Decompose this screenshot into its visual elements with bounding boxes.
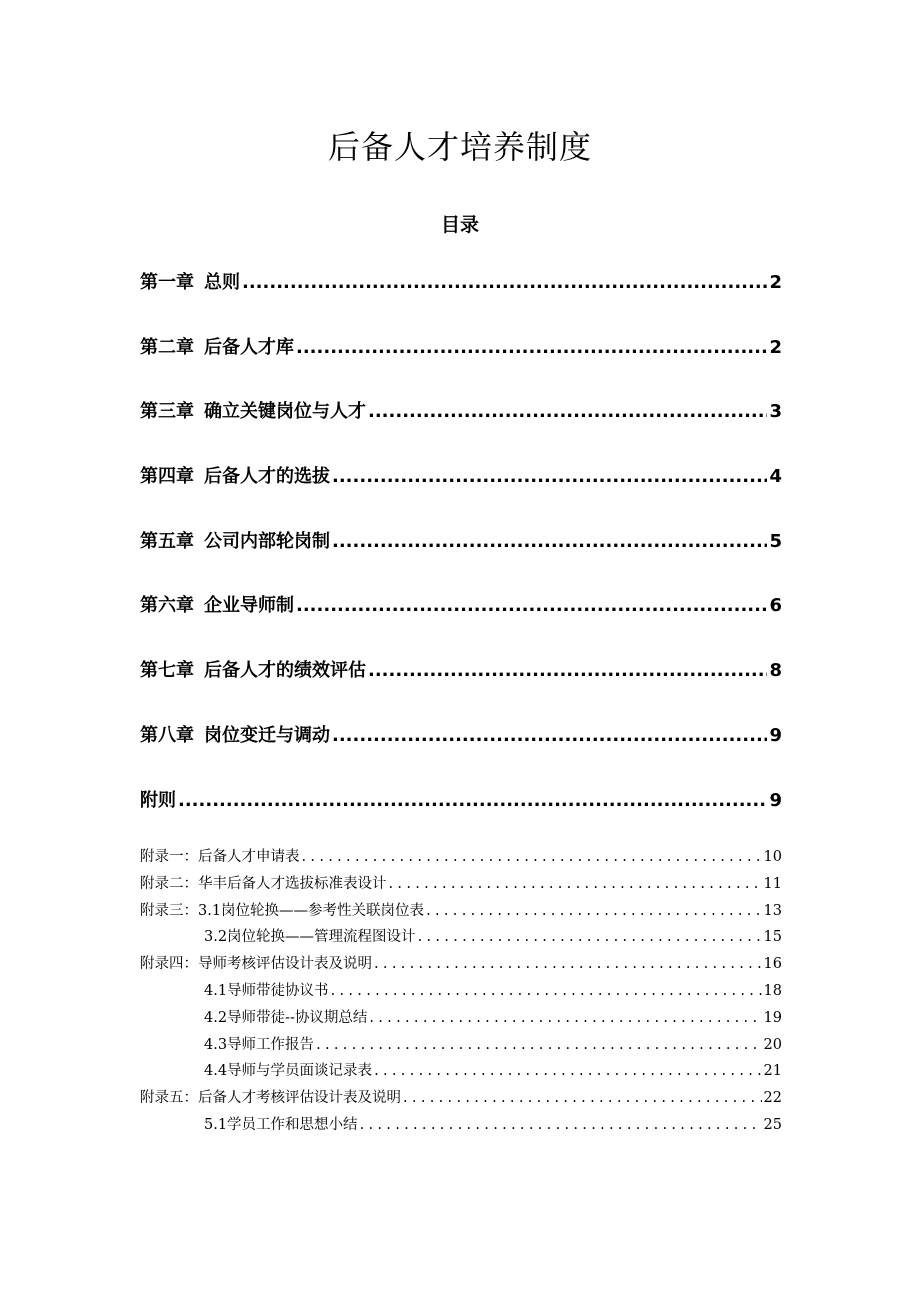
chapter-number: 第六章	[140, 595, 194, 617]
dot-leader	[418, 929, 762, 945]
dot-leader	[389, 876, 762, 892]
page-number: 10	[763, 849, 782, 865]
toc-appendix-entry[interactable]	[140, 1059, 782, 1086]
appendix-title: 附录二：华丰后备人才选拔标准表设计	[140, 875, 387, 892]
dot-leader	[360, 1117, 762, 1133]
chapter-title: 岗位变迁与调动	[204, 724, 330, 746]
appendix-title: 附录三：3.1岗位轮换——参考性关联岗位表	[140, 902, 425, 919]
chapter-title: 附则	[140, 789, 176, 811]
dot-leader	[374, 1063, 761, 1079]
dot-leader	[332, 725, 767, 746]
dot-leader	[332, 531, 767, 552]
toc-appendices	[140, 845, 782, 1140]
page-number: 2	[769, 272, 782, 293]
chapter-title: 后备人才的绩效评估	[204, 660, 366, 682]
appendix-title: 附录五：后备人才考核评估设计表及说明	[140, 1090, 401, 1107]
page-number: 13	[763, 902, 782, 919]
dot-leader	[302, 849, 762, 865]
page-number: 20	[763, 1036, 782, 1053]
chapter-number: 第三章	[140, 401, 194, 423]
toc-appendix-entry[interactable]	[140, 1006, 782, 1033]
chapter-number: 第七章	[140, 660, 194, 682]
toc-entry[interactable]	[140, 721, 782, 786]
chapter-number: 第二章	[140, 336, 194, 358]
page-number: 16	[763, 956, 782, 973]
page-number: 19	[763, 1009, 782, 1026]
appendix-title: 5.1学员工作和思想小结	[204, 1116, 358, 1133]
toc-appendix-entry[interactable]	[140, 1113, 782, 1140]
dot-leader	[374, 956, 762, 972]
chapter-title: 企业导师制	[204, 595, 294, 617]
appendix-title: 4.1导师带徒协议书	[204, 982, 329, 999]
page-number: 25	[763, 1116, 782, 1133]
appendix-title: 3.2岗位轮换——管理流程图设计	[204, 929, 416, 946]
toc-appendix-entry[interactable]	[140, 1086, 782, 1113]
toc-entry[interactable]	[140, 268, 782, 333]
toc-appendix-entry[interactable]	[140, 845, 782, 872]
toc-chapters	[140, 268, 782, 850]
dot-leader	[316, 1037, 761, 1053]
dot-leader	[368, 660, 767, 681]
dot-leader	[178, 790, 767, 811]
dot-leader	[332, 466, 767, 487]
toc-entry[interactable]	[140, 397, 782, 462]
chapter-number: 第一章	[140, 272, 194, 293]
chapter-number: 第五章	[140, 530, 194, 552]
dot-leader	[331, 983, 762, 999]
dot-leader	[403, 1090, 762, 1106]
dot-leader	[369, 1010, 761, 1026]
page-number: 22	[763, 1090, 782, 1107]
toc-appendix-entry[interactable]	[140, 925, 782, 952]
appendix-title: 附录一：后备人才申请表	[140, 849, 300, 865]
toc-entry[interactable]	[140, 462, 782, 527]
page-number: 15	[763, 929, 782, 946]
appendix-title: 4.4导师与学员面谈记录表	[204, 1063, 373, 1080]
page-number: 6	[769, 595, 782, 617]
appendix-title: 4.2导师带徒--协议期总结	[204, 1009, 368, 1026]
toc-entry[interactable]	[140, 656, 782, 721]
toc-appendix-entry[interactable]	[140, 1033, 782, 1060]
toc-appendix-entry[interactable]	[140, 872, 782, 899]
toc-entry[interactable]	[140, 333, 782, 398]
chapter-number: 第四章	[140, 466, 194, 488]
page-number: 18	[763, 982, 782, 999]
chapter-title: 公司内部轮岗制	[204, 530, 330, 552]
chapter-title: 后备人才的选拔	[204, 466, 330, 488]
toc-entry[interactable]	[140, 591, 782, 656]
toc-heading: 目录	[440, 214, 479, 236]
page-number: 2	[769, 336, 782, 358]
page-number: 5	[769, 530, 782, 552]
document-title: 后备人才培养制度	[327, 128, 592, 166]
appendix-title: 4.3导师工作报告	[204, 1036, 315, 1053]
dot-leader	[426, 903, 761, 919]
page-number: 11	[763, 875, 782, 892]
appendix-title: 附录四：导师考核评估设计表及说明	[140, 956, 372, 973]
chapter-number: 第八章	[140, 724, 194, 746]
chapter-title: 总则	[204, 272, 240, 293]
toc-appendix-entry[interactable]	[140, 979, 782, 1006]
dot-leader	[296, 337, 767, 358]
dot-leader	[368, 401, 767, 422]
dot-leader	[242, 272, 767, 293]
page-number: 21	[763, 1063, 782, 1080]
chapter-title: 确立关键岗位与人才	[204, 401, 366, 423]
chapter-title: 后备人才库	[204, 336, 294, 358]
toc-entry[interactable]	[140, 786, 782, 851]
page-number: 8	[769, 660, 782, 682]
toc-entry[interactable]	[140, 527, 782, 592]
dot-leader	[296, 595, 767, 616]
toc-appendix-entry[interactable]	[140, 899, 782, 926]
page-number: 9	[769, 789, 782, 811]
toc-appendix-entry[interactable]	[140, 952, 782, 979]
page-number: 9	[769, 724, 782, 746]
page-number: 4	[769, 466, 782, 488]
page-number: 3	[769, 401, 782, 423]
